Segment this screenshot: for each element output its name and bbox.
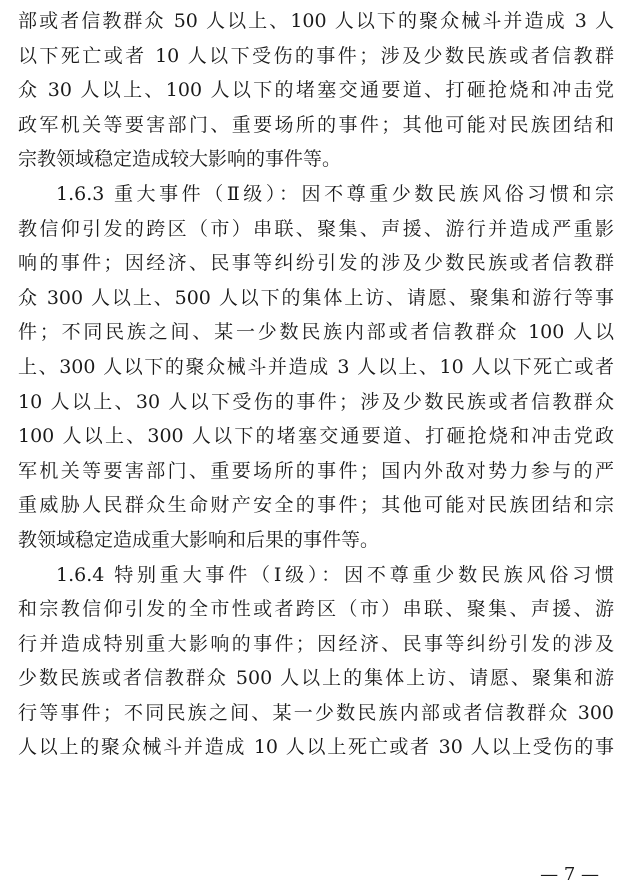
text-line: 众 30 人以上、100 人以下的堵塞交通要道、打砸抢烧和冲击党 — [18, 79, 614, 102]
text-line: 行并造成特别重大影响的事件；因经济、民事等纠纷引发的涉及 — [18, 632, 614, 655]
text-line: 和宗教信仰引发的全市性或者跨区（市）串联、聚集、声援、游 — [18, 598, 614, 621]
text-line: 宗教领域稳定造成较大影响的事件等。 — [18, 148, 342, 171]
text-line: 教领域稳定造成重大影响和后果的事件等。 — [18, 528, 380, 551]
page-number: — 7 — — [540, 864, 599, 885]
text-line: 重威胁人民群众生命财产安全的事件；其他可能对民族团结和宗 — [18, 494, 614, 517]
text-line: 以下死亡或者 10 人以下受伤的事件；涉及少数民族或者信教群 — [18, 44, 614, 67]
text-line: 少数民族或者信教群众 500 人以上的集体上访、请愿、聚集和游 — [18, 667, 614, 690]
section-heading-line: 1.6.3 重大事件（Ⅱ级）：因不尊重少数民族风俗习惯和宗 — [56, 182, 614, 205]
text-line: 响的事件；因经济、民事等纠纷引发的涉及少数民族或者信教群 — [18, 252, 614, 275]
text-line: 上、300 人以下的聚众械斗并造成 3 人以上、10 人以下死亡或者 — [18, 355, 614, 378]
text-line: 100 人以上、300 人以下的堵塞交通要道、打砸抢烧和冲击党政 — [18, 425, 614, 448]
text-line: 部或者信教群众 50 人以上、100 人以下的聚众械斗并造成 3 人 — [18, 10, 614, 32]
text-line: 政军机关等要害部门、重要场所的事件；其他可能对民族团结和 — [18, 113, 614, 136]
text-line: 人以上的聚众械斗并造成 10 人以上死亡或者 30 人以上受伤的事 — [18, 736, 614, 759]
text-line: 10 人以上、30 人以下受伤的事件；涉及少数民族或者信教群众 — [18, 390, 614, 413]
section-heading-line: 1.6.4 特别重大事件（Ⅰ级）：因不尊重少数民族风俗习惯 — [56, 563, 614, 586]
text-line: 行等事件；不同民族之间、某一少数民族内部或者信教群众 300 — [18, 701, 614, 724]
text-line: 教信仰引发的跨区（市）串联、聚集、声援、游行并造成严重影 — [18, 217, 614, 240]
document-body — [18, 4, 614, 765]
text-line: 军机关等要害部门、重要场所的事件；国内外敌对势力参与的严 — [18, 459, 614, 482]
text-line: 件；不同民族之间、某一少数民族内部或者信教群众 100 人以 — [18, 321, 614, 344]
text-line: 众 300 人以上、500 人以下的集体上访、请愿、聚集和游行等事 — [18, 286, 614, 309]
